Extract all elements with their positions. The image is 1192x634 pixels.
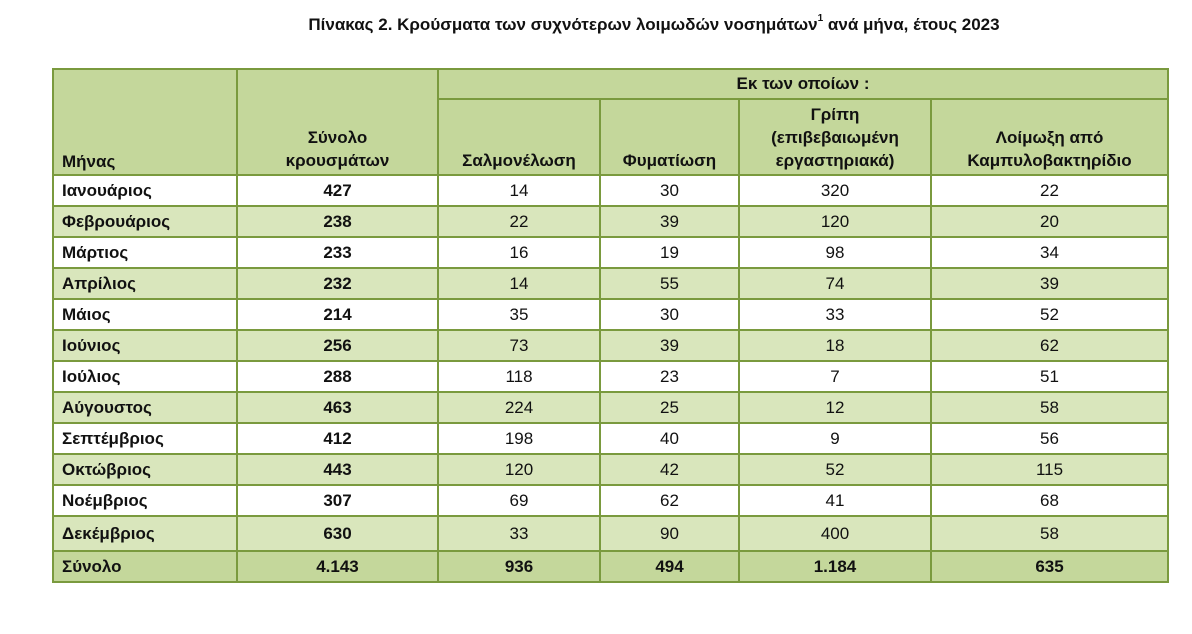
month-cell: Ιούνιος (53, 330, 237, 361)
salmonella-cell: 14 (438, 268, 600, 299)
header-total (237, 69, 438, 175)
total-cell: 288 (237, 361, 438, 392)
sum-tb-cell: 494 (600, 551, 739, 582)
table-title-suffix: ανά μήνα, έτους 2023 (823, 15, 1000, 34)
table-row (53, 392, 1168, 423)
campy-cell: 115 (931, 454, 1168, 485)
table-row (53, 485, 1168, 516)
sum-flu-cell: 1.184 (739, 551, 931, 582)
header-flu-line1: Γρίπη (810, 105, 860, 124)
flu-cell: 320 (739, 175, 931, 206)
flu-cell: 41 (739, 485, 931, 516)
tb-cell: 19 (600, 237, 739, 268)
salmonella-cell: 224 (438, 392, 600, 423)
header-campy-line1: Λοίμωξη από (995, 128, 1104, 147)
total-cell: 427 (237, 175, 438, 206)
month-cell: Ιούλιος (53, 361, 237, 392)
salmonella-cell: 73 (438, 330, 600, 361)
cases-table (52, 68, 1169, 583)
campy-cell: 68 (931, 485, 1168, 516)
table-row (53, 361, 1168, 392)
total-row (53, 551, 1168, 582)
month-cell: Μάιος (53, 299, 237, 330)
flu-cell: 74 (739, 268, 931, 299)
salmonella-cell: 118 (438, 361, 600, 392)
campy-cell: 62 (931, 330, 1168, 361)
flu-cell: 9 (739, 423, 931, 454)
flu-cell: 12 (739, 392, 931, 423)
header-campy-line2: Καμπυλοβακτηρίδιο (967, 151, 1132, 170)
table-row (53, 237, 1168, 268)
table-title (0, 15, 1192, 35)
total-cell: 463 (237, 392, 438, 423)
salmonella-cell: 22 (438, 206, 600, 237)
salmonella-cell: 35 (438, 299, 600, 330)
salmonella-cell: 16 (438, 237, 600, 268)
header-total-line2: κρουσμάτων (285, 151, 390, 170)
table-title-text: Πίνακας 2. Κρούσματα των συχνότερων λοιμωδών νοσημάτων (308, 15, 818, 34)
header-flu (739, 99, 931, 175)
tb-cell: 55 (600, 268, 739, 299)
flu-cell: 400 (739, 516, 931, 551)
tb-cell: 62 (600, 485, 739, 516)
month-cell: Οκτώβριος (53, 454, 237, 485)
sum-salmonella-cell: 936 (438, 551, 600, 582)
table-row (53, 330, 1168, 361)
tb-cell: 39 (600, 206, 739, 237)
total-cell: 630 (237, 516, 438, 551)
flu-cell: 33 (739, 299, 931, 330)
campy-cell: 51 (931, 361, 1168, 392)
campy-cell: 52 (931, 299, 1168, 330)
tb-cell: 30 (600, 299, 739, 330)
salmonella-cell: 120 (438, 454, 600, 485)
header-month: Μήνας (53, 69, 237, 175)
tb-cell: 25 (600, 392, 739, 423)
month-cell: Νοέμβριος (53, 485, 237, 516)
header-group: Εκ των οποίων : (438, 69, 1168, 99)
flu-cell: 98 (739, 237, 931, 268)
salmonella-cell: 33 (438, 516, 600, 551)
total-cell: 238 (237, 206, 438, 237)
tb-cell: 23 (600, 361, 739, 392)
tb-cell: 30 (600, 175, 739, 206)
campy-cell: 34 (931, 237, 1168, 268)
month-cell: Αύγουστος (53, 392, 237, 423)
table-row (53, 423, 1168, 454)
total-cell: 443 (237, 454, 438, 485)
header-total-line1: Σύνολο (307, 128, 368, 147)
campy-cell: 22 (931, 175, 1168, 206)
flu-cell: 7 (739, 361, 931, 392)
flu-cell: 52 (739, 454, 931, 485)
campy-cell: 58 (931, 516, 1168, 551)
salmonella-cell: 69 (438, 485, 600, 516)
table-row (53, 206, 1168, 237)
month-cell: Φεβρουάριος (53, 206, 237, 237)
tb-cell: 42 (600, 454, 739, 485)
campy-cell: 56 (931, 423, 1168, 454)
header-flu-line3: εργαστηριακά) (775, 151, 895, 170)
header-campy (931, 99, 1168, 175)
header-flu-line2: (επιβεβαιωμένη (771, 128, 899, 147)
month-cell: Μάρτιος (53, 237, 237, 268)
campy-cell: 20 (931, 206, 1168, 237)
flu-cell: 18 (739, 330, 931, 361)
campy-cell: 39 (931, 268, 1168, 299)
tb-cell: 39 (600, 330, 739, 361)
total-cell: 307 (237, 485, 438, 516)
total-cell: 412 (237, 423, 438, 454)
tb-cell: 40 (600, 423, 739, 454)
month-cell: Απρίλιος (53, 268, 237, 299)
sum-label-cell: Σύνολο (53, 551, 237, 582)
sum-campy-cell: 635 (931, 551, 1168, 582)
table-row (53, 175, 1168, 206)
header-salmonella: Σαλμονέλωση (438, 99, 600, 175)
month-cell: Σεπτέμβριος (53, 423, 237, 454)
sum-total-cell: 4.143 (237, 551, 438, 582)
table-row (53, 454, 1168, 485)
table-row (53, 299, 1168, 330)
salmonella-cell: 14 (438, 175, 600, 206)
table-row (53, 268, 1168, 299)
footnote-marker: 1 (817, 13, 824, 25)
total-cell: 232 (237, 268, 438, 299)
month-cell: Δεκέμβριος (53, 516, 237, 551)
month-cell: Ιανουάριος (53, 175, 237, 206)
campy-cell: 58 (931, 392, 1168, 423)
header-tb: Φυματίωση (600, 99, 739, 175)
total-cell: 256 (237, 330, 438, 361)
tb-cell: 90 (600, 516, 739, 551)
salmonella-cell: 198 (438, 423, 600, 454)
flu-cell: 120 (739, 206, 931, 237)
total-cell: 233 (237, 237, 438, 268)
total-cell: 214 (237, 299, 438, 330)
table-row (53, 516, 1168, 551)
